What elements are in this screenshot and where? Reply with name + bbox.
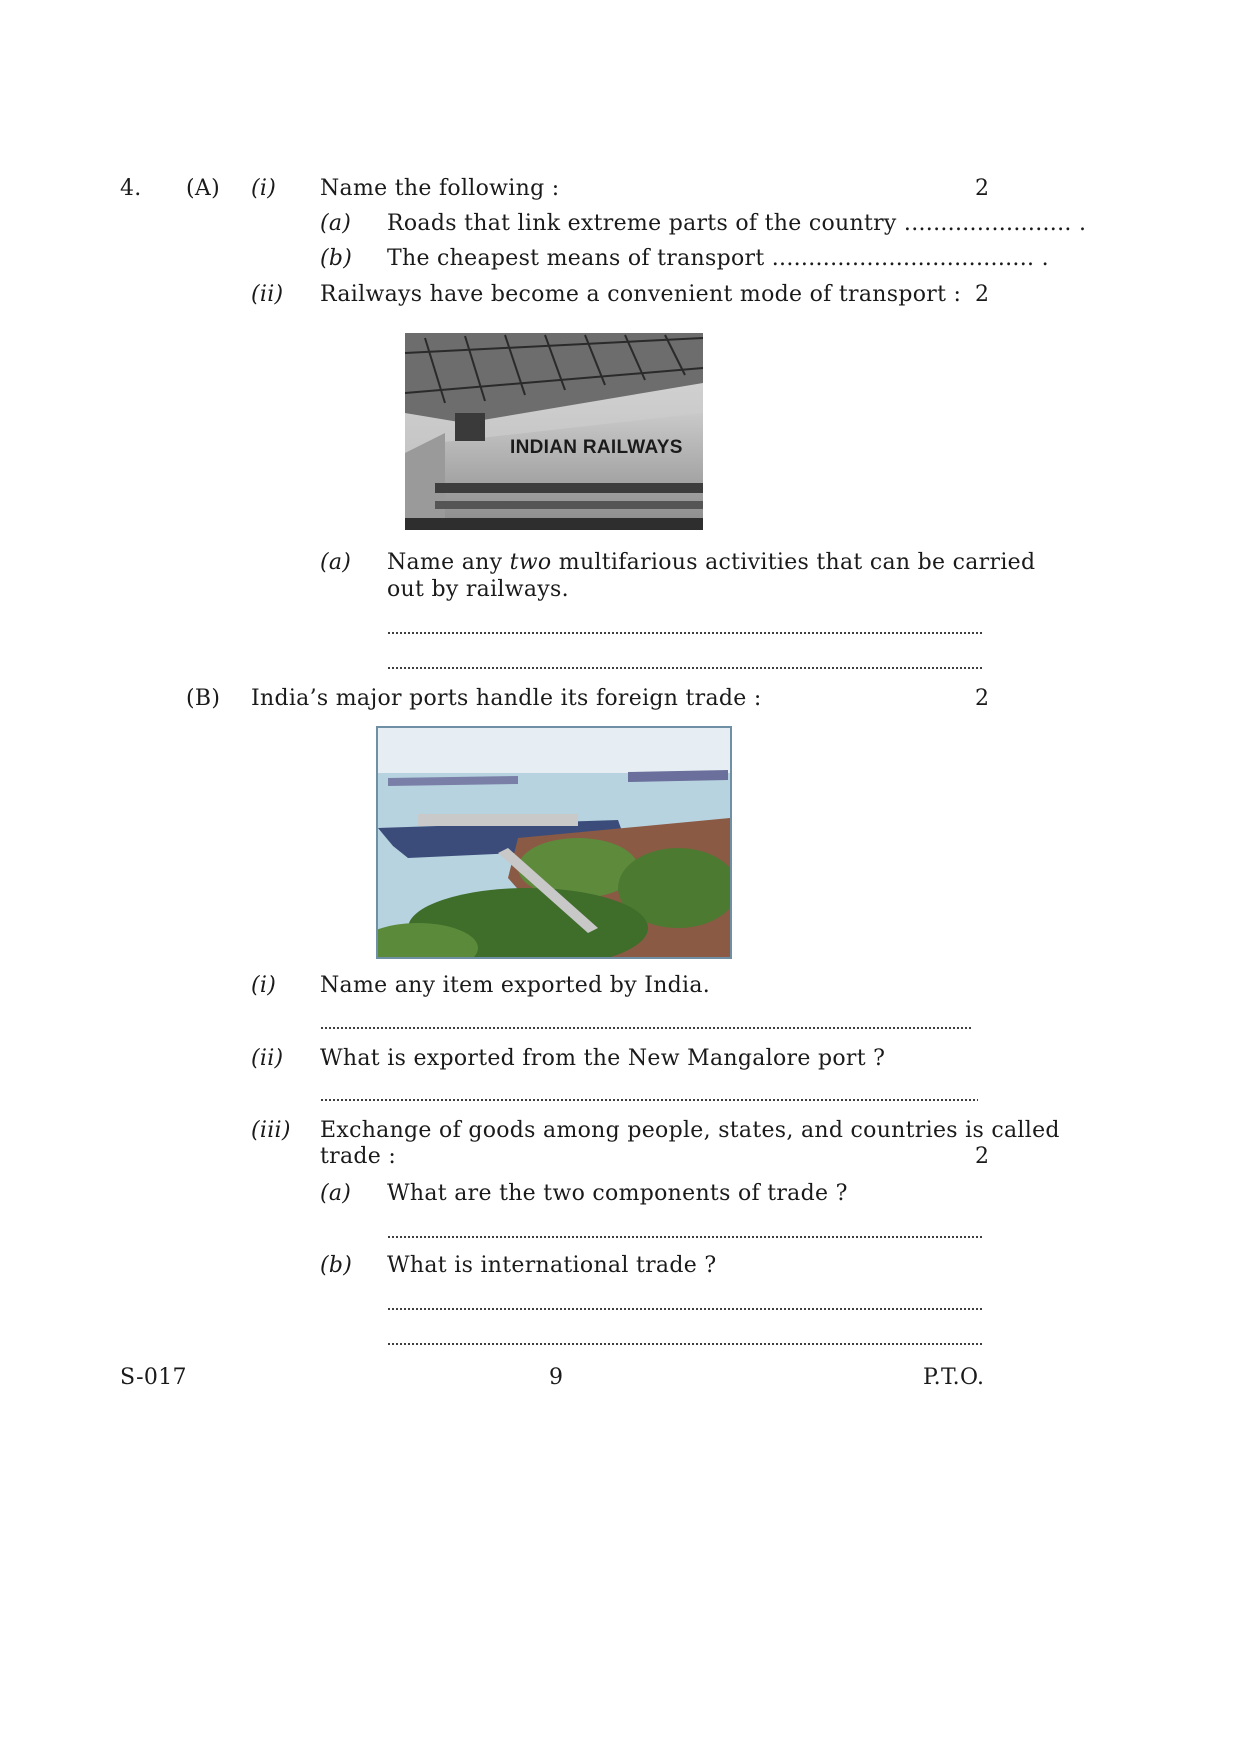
sub-ii-a-text — [387, 549, 1035, 577]
sub-ii-a-label: (a) — [320, 550, 352, 575]
sub-i-label: (i) — [251, 176, 277, 201]
sub-ii-a-text-line2: out by railways. — [387, 577, 569, 602]
sub-ii-marks: 2 — [975, 282, 990, 307]
item-b-label: (b) — [320, 246, 353, 271]
item-b-text[interactable]: The cheapest means of transport .................................... . — [387, 246, 1049, 271]
b-iii-marks: 2 — [975, 1144, 990, 1169]
footer-pto: P.T.O. — [923, 1365, 985, 1390]
part-a-label: (A) — [186, 176, 220, 201]
b-ii-text: What is exported from the New Mangalore port ? — [320, 1046, 886, 1071]
sub-i-marks: 2 — [975, 176, 990, 201]
railway-sign-text: INDIAN RAILWAYS — [510, 437, 683, 458]
b-i-label: (i) — [251, 973, 277, 998]
b-iii-text-line2: trade : — [320, 1144, 397, 1169]
footer-code: S-017 — [120, 1365, 187, 1390]
item-a-text[interactable]: Roads that link extreme parts of the country ....................... . — [387, 211, 1087, 236]
railway-photo — [405, 333, 703, 530]
sub-ii-a-text-post: multifarious activities that can be carried — [558, 550, 1036, 575]
part-b-marks: 2 — [975, 686, 990, 711]
answer-line[interactable] — [387, 1343, 984, 1345]
sub-i-text: Name the following : — [320, 176, 560, 201]
b-iii-text-line1: Exchange of goods among people, states, and countries is called — [320, 1118, 1060, 1143]
port-photo — [376, 726, 732, 959]
part-b-label: (B) — [186, 686, 221, 711]
b-i-text: Name any item exported by India. — [320, 973, 711, 998]
answer-line[interactable] — [387, 1236, 984, 1238]
b-ii-label: (ii) — [251, 1046, 284, 1071]
page-number: 9 — [549, 1365, 564, 1390]
sub-ii-text: Railways have become a convenient mode of transport : — [320, 282, 962, 307]
answer-line[interactable] — [320, 1027, 972, 1029]
answer-line[interactable] — [320, 1099, 978, 1101]
question-number: 4. — [120, 176, 142, 201]
answer-line[interactable] — [387, 667, 984, 669]
b-iii-a-label: (a) — [320, 1181, 352, 1206]
b-iii-label: (iii) — [251, 1118, 291, 1143]
b-iii-a-text: What are the two components of trade ? — [387, 1181, 848, 1206]
answer-line[interactable] — [387, 1308, 984, 1310]
sub-ii-a-text-pre: Name any — [387, 550, 503, 575]
b-iii-b-label: (b) — [320, 1253, 353, 1278]
sub-ii-label: (ii) — [251, 282, 284, 307]
part-b-text: India’s major ports handle its foreign trade : — [251, 686, 762, 711]
item-a-label: (a) — [320, 211, 352, 236]
answer-line[interactable] — [387, 632, 984, 634]
b-iii-b-text: What is international trade ? — [387, 1253, 717, 1278]
sub-ii-a-text-em: two — [509, 550, 552, 575]
